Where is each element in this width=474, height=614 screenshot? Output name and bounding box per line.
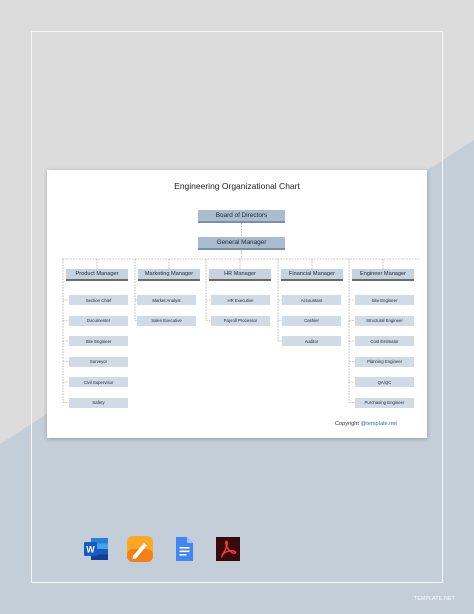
role-box: Structural Engineer: [355, 316, 414, 326]
role-box: Section Chief: [69, 295, 128, 305]
copyright-label: Copyright: [335, 421, 359, 427]
role-box: Auditor: [282, 336, 341, 346]
copyright-link[interactable]: @template.net: [360, 421, 397, 427]
role-box: QA/QC: [355, 377, 414, 387]
manager-box: Product Manager: [66, 269, 128, 281]
role-box: Payroll Processor: [211, 316, 270, 326]
chart-title: Engineering Organizational Chart: [174, 181, 300, 191]
manager-box: Financial Manager: [281, 269, 343, 281]
role-box: Civil Supervisor: [69, 377, 128, 387]
manager-box: HR Manager: [209, 269, 271, 281]
manager-box: Marketing Manager: [138, 269, 200, 281]
document-preview: [47, 170, 427, 438]
copyright-text: [335, 421, 397, 427]
role-box: Site Engineer: [355, 295, 414, 305]
role-box: Market Analyst: [137, 295, 196, 305]
app-icons: [82, 535, 258, 563]
role-box: Cashier: [282, 316, 341, 326]
manager-box: Engineer Manager: [352, 269, 414, 281]
role-box: Planning Engineer: [355, 357, 414, 367]
watermark-text: TEMPLATE.NET: [414, 596, 456, 602]
top-box-board: Board of Directors: [198, 210, 285, 223]
role-box: Documenter: [69, 316, 128, 326]
role-box: Safety: [69, 398, 128, 408]
role-box: Site Engineer: [69, 336, 128, 346]
role-box: HR Executive: [211, 295, 270, 305]
role-box: Purchasing Engineer: [355, 398, 414, 408]
google-docs-icon[interactable]: [170, 535, 198, 563]
role-box: Surveyor: [69, 357, 128, 367]
word-icon[interactable]: [82, 535, 110, 563]
role-box: Accountant: [282, 295, 341, 305]
svg-text:W: W: [86, 544, 95, 555]
pdf-icon[interactable]: [214, 535, 242, 563]
top-box-general-manager: General Manager: [198, 237, 285, 250]
pages-icon[interactable]: [126, 535, 154, 563]
role-box: Sales Executive: [137, 316, 196, 326]
role-box: Cost Estimator: [355, 336, 414, 346]
